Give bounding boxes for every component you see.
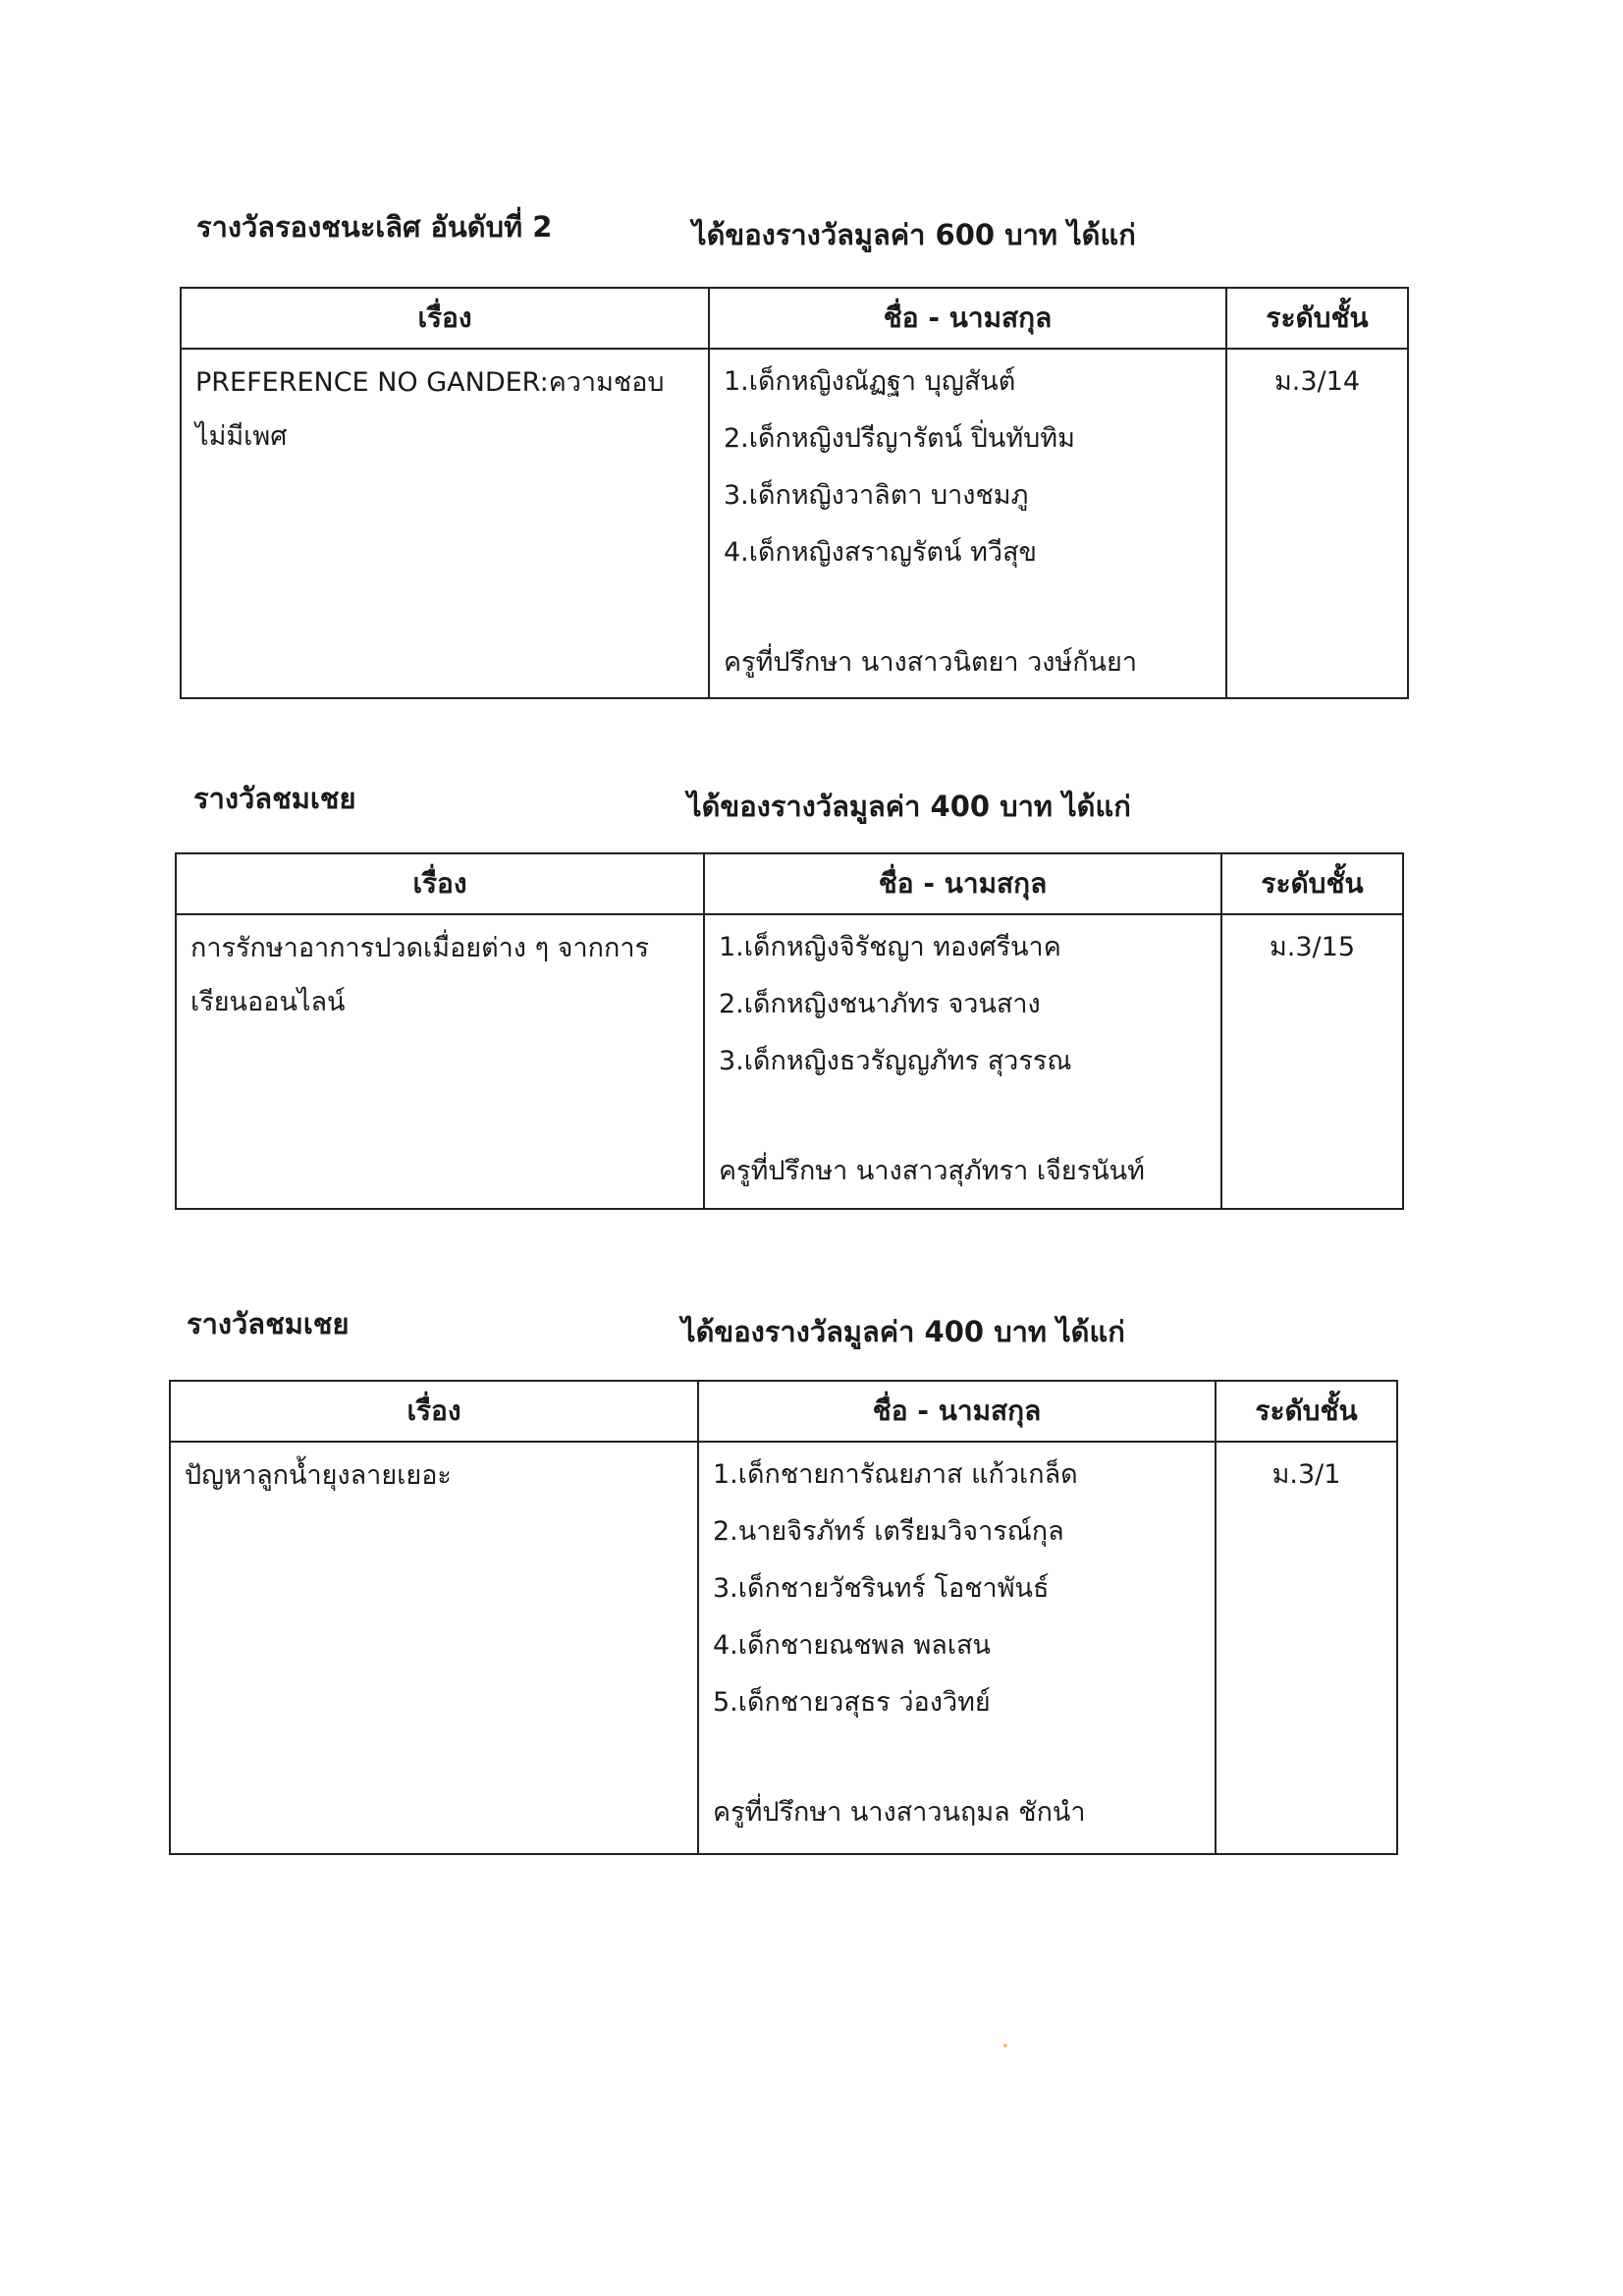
advisor-label: ครูที่ปรึกษา <box>713 1797 842 1828</box>
advisor <box>713 1788 1203 1837</box>
students-cell <box>698 1442 1216 1854</box>
level-cell: ม.3/1 <box>1216 1442 1397 1854</box>
student-name: 4.เด็กหญิงสราญรัตน์ ทวีสุข <box>724 537 1037 568</box>
header-name: ชื่อ - นามสกุล <box>704 853 1221 914</box>
student-name: 3.เด็กชายวัชรินทร์ โอชาพันธ์ <box>713 1573 1050 1604</box>
level-cell: ม.3/14 <box>1226 349 1408 698</box>
advisor-label: ครูที่ปรึกษา <box>724 647 853 678</box>
header-level: ระดับชั้น <box>1226 288 1408 349</box>
award-2-title: รางวัลชมเชย <box>193 782 356 815</box>
advisor-name: นางสาวนิตยา วงษ์กันยา <box>860 647 1137 678</box>
students-cell <box>704 914 1221 1209</box>
student-name: 2.นายจิรภัทร์ เตรียมวิจารณ์กุล <box>713 1516 1064 1547</box>
award-1-table <box>180 287 1409 699</box>
header-name: ชื่อ - นามสกุล <box>709 288 1226 349</box>
header-topic: เรื่อง <box>170 1381 698 1442</box>
topic-cell: ปัญหาลูกน้ำยุงลายเยอะ <box>170 1442 698 1854</box>
students-cell <box>709 349 1226 698</box>
advisor-name: นางสาวสุภัทรา เจียรนันท์ <box>855 1156 1145 1186</box>
award-2-table <box>175 852 1404 1210</box>
header-name: ชื่อ - นามสกุล <box>698 1381 1216 1442</box>
advisor-label: ครูที่ปรึกษา <box>719 1156 848 1186</box>
topic-cell: การรักษาอาการปวดเมื่อยต่าง ๆ จากการเรียนออนไลน์ <box>176 914 704 1209</box>
level-cell: ม.3/15 <box>1221 914 1403 1209</box>
student-name: 2.เด็กหญิงปรีญารัตน์ ปิ่นทับทิม <box>724 423 1075 454</box>
header-level: ระดับชั้น <box>1216 1381 1397 1442</box>
student-name: 1.เด็กชายการัณยภาส แก้วเกล็ด <box>713 1459 1078 1490</box>
scan-speck <box>1003 2044 1007 2048</box>
student-name: 3.เด็กหญิงธวรัญญภัทร สุวรรณ <box>719 1046 1072 1076</box>
student-name: 4.เด็กชายณชพล พลเสน <box>713 1630 991 1661</box>
header-topic: เรื่อง <box>181 288 709 349</box>
student-name: 5.เด็กชายวสุธร ว่องวิทย์ <box>713 1687 991 1718</box>
award-3-title: รางวัลชมเชย <box>187 1307 350 1340</box>
header-topic: เรื่อง <box>176 853 704 914</box>
topic-cell: PREFERENCE NO GANDER:ความชอบไม่มีเพศ <box>181 349 709 698</box>
award-1-title: รางวัลรองชนะเลิศ อันดับที่ 2 <box>196 210 553 244</box>
award-1-prize: ได้ของรางวัลมูลค่า 600 บาท ได้แก่ <box>692 218 1136 251</box>
student-name: 1.เด็กหญิงณัฏฐา บุญสันต์ <box>724 366 1016 397</box>
student-name: 3.เด็กหญิงวาลิตา บางชมภู <box>724 480 1029 511</box>
advisor-name: นางสาวนฤมล ชักนำ <box>849 1797 1086 1828</box>
award-3-table <box>169 1380 1398 1855</box>
award-2-prize: ได้ของรางวัลมูลค่า 400 บาท ได้แก่ <box>687 790 1131 823</box>
student-name: 2.เด็กหญิงชนาภัทร จวนสาง <box>719 989 1041 1019</box>
student-name: 1.เด็กหญิงจิรัชญา ทองศรีนาค <box>719 932 1061 962</box>
header-level: ระดับชั้น <box>1221 853 1403 914</box>
advisor <box>719 1147 1209 1196</box>
award-3-prize: ได้ของรางวัลมูลค่า 400 บาท ได้แก่ <box>681 1315 1125 1348</box>
advisor <box>724 638 1214 687</box>
